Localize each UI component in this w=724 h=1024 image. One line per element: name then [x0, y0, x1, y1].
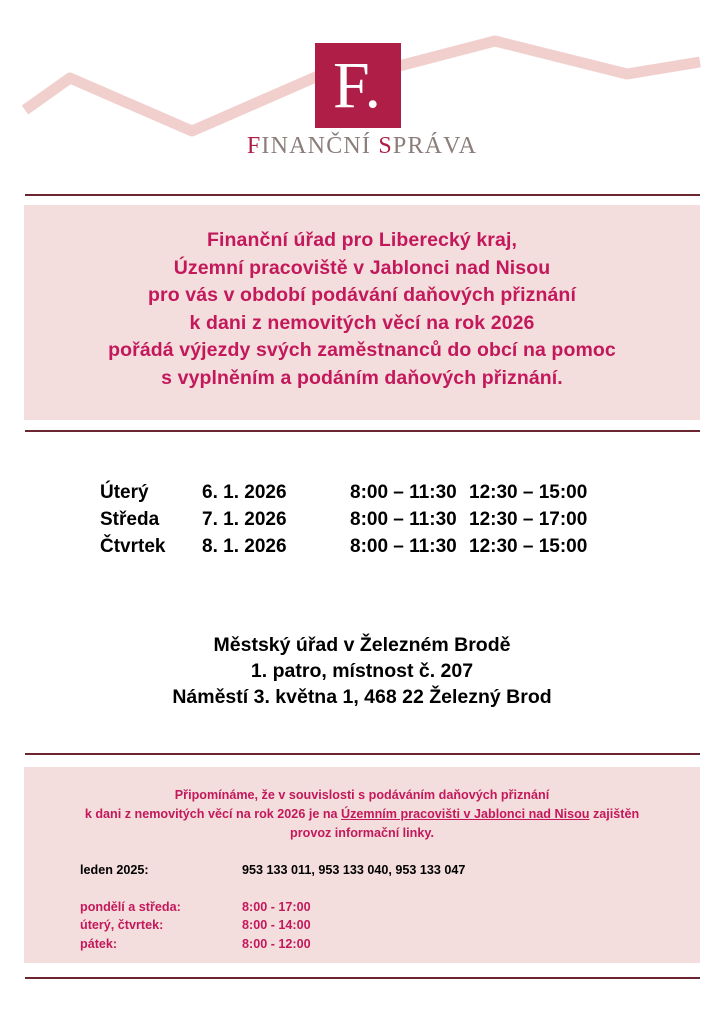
divider-bottom: [25, 977, 700, 979]
schedule-date: 7. 1. 2026: [202, 509, 287, 530]
header-logo-area: [0, 0, 724, 180]
wordmark-f: F: [246, 133, 262, 159]
venue-address: [0, 632, 724, 710]
schedule-morning: 8:00 – 11:30: [350, 536, 457, 557]
schedule-afternoon: 12:30 – 15:00: [469, 482, 588, 503]
hours-label: úterý, čtvrtek:: [80, 918, 164, 932]
schedule-day: Čtvrtek: [100, 536, 166, 557]
table-row: [0, 482, 724, 509]
venue-line: Městský úřad v Železném Brodě: [213, 634, 511, 656]
divider-top: [25, 194, 700, 196]
hours-value: 8:00 - 14:00: [242, 918, 311, 932]
schedule-afternoon: 12:30 – 15:00: [469, 536, 588, 557]
table-row: [0, 509, 724, 536]
wordmark-inancni: INANČNÍ: [261, 133, 379, 159]
opening-hours-row: [24, 918, 700, 937]
hours-label: pátek:: [80, 936, 118, 951]
footer-note-after: zajištěn: [589, 807, 640, 821]
announcement-banner: [24, 205, 700, 420]
announcement-line: k dani z nemovitých věcí na rok 2026: [189, 311, 535, 334]
announcement-line: pořádá výjezdy svých zaměstnanců do obcí na pomoc: [108, 339, 616, 361]
info-line-banner: [24, 767, 700, 963]
footer-note-office-link[interactable]: Územním pracovišti v Jablonci nad Nisou: [341, 807, 590, 821]
table-row: [0, 536, 724, 563]
phone-numbers-row: [24, 863, 700, 882]
footer-note-line: [24, 805, 700, 824]
wordmark-prava: PRÁVA: [392, 133, 478, 159]
spacer: [24, 882, 700, 900]
footer-note-before: k dani z nemovitých věcí na rok 2026 je na: [84, 807, 342, 821]
schedule-day: Úterý: [100, 482, 149, 503]
announcement-line: pro vás v období podávání daňových přiznání: [148, 284, 576, 306]
info-line-details: [24, 863, 700, 955]
hours-label: pondělí a středa:: [80, 899, 181, 914]
schedule-morning: 8:00 – 11:30: [350, 482, 457, 503]
opening-hours-row: [24, 900, 700, 919]
announcement-line: Územní pracoviště v Jablonci nad Nisou: [173, 256, 551, 279]
hours-value: 8:00 - 17:00: [242, 899, 311, 914]
footer-note: [24, 767, 700, 843]
announcement-line: s vyplněním a podáním daňových přiznání.: [161, 366, 563, 389]
wordmark-s: S: [378, 133, 393, 159]
logo-wordmark: [0, 133, 724, 160]
announcement-line: Finanční úřad pro Liberecký kraj,: [207, 229, 517, 251]
venue-line: 1. patro, místnost č. 207: [250, 660, 474, 682]
venue-line: Náměstí 3. května 1, 468 22 Železný Brod: [172, 686, 552, 708]
visit-schedule-table: [0, 482, 724, 563]
logo-letter-f: F.: [333, 49, 381, 122]
finance-administration-logo-mark: [315, 43, 401, 128]
phone-numbers: 953 133 011, 953 133 040, 953 133 047: [242, 863, 466, 877]
opening-hours-row: [24, 937, 700, 956]
schedule-date: 8. 1. 2026: [202, 536, 287, 557]
footer-note-line: Připomínáme, že v souvislosti s podáváním daňových přiznání: [174, 788, 550, 802]
footer-note-line: provoz informační linky.: [290, 826, 434, 840]
schedule-morning: 8:00 – 11:30: [350, 509, 457, 530]
schedule-day: Středa: [100, 509, 160, 530]
schedule-afternoon: 12:30 – 17:00: [469, 509, 588, 530]
hours-value: 8:00 - 12:00: [242, 936, 311, 951]
schedule-date: 6. 1. 2026: [202, 482, 287, 503]
divider-before-footer: [25, 753, 700, 755]
divider-after-announcement: [25, 430, 700, 432]
phone-month-label: leden 2025:: [80, 863, 149, 877]
